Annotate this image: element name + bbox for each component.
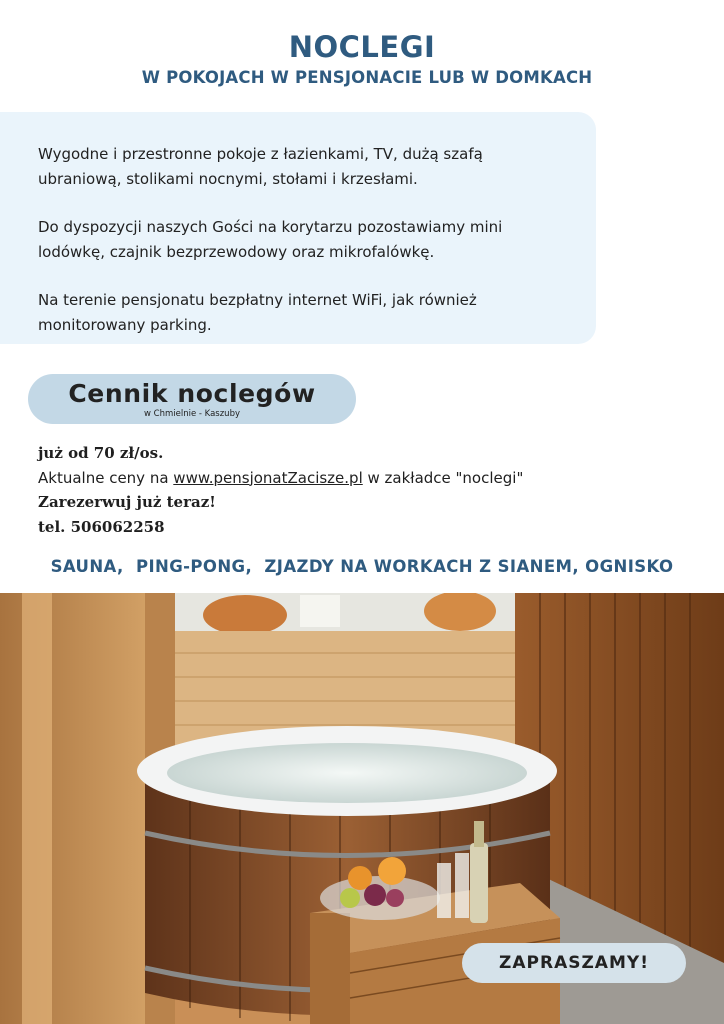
website-link[interactable]: www.pensjonatZacisze.pl (173, 468, 363, 487)
current-prices-suffix: w zakładce "noclegi" (362, 468, 524, 487)
invite-badge: ZAPRASZAMY! (462, 943, 686, 983)
price-from: już od 70 zł/os. (38, 444, 164, 462)
pricing-details (38, 441, 523, 539)
page-subtitle: W POKOJACH W PENSJONACIE LUB W DOMKACH (141, 68, 593, 87)
page-title: NOCLEGI (288, 30, 436, 64)
phone-number: tel. 506062258 (38, 517, 165, 536)
info-paragraph-kitchen: Do dyspozycji naszych Gości na korytarzu pozostawiamy mini lodówkę, czajnik bezprzewodowy oraz mikrofalówkę. (38, 218, 503, 261)
pricing-badge (28, 374, 356, 424)
reserve-text: Zarezerwuj już teraz! (38, 493, 216, 511)
info-paragraph-wifi: Na terenie pensjonatu bezpłatny internet WiFi, jak również monitorowany parking. (38, 291, 477, 334)
pricing-title: Cennik noclegów (68, 379, 316, 408)
info-paragraph-rooms: Wygodne i przestronne pokoje z łazienkami, TV, dużą szafą ubraniową, stolikami nocnymi, stołami i krzesłami. (38, 145, 483, 188)
activities-line: SAUNA, PING-PONG, ZJAZDY NA WORKACH Z SIANEM, OGNISKO (50, 557, 674, 576)
pricing-location: w Chmielnie - Kaszuby (144, 409, 240, 419)
info-box (0, 112, 596, 344)
current-prices-prefix: Aktualne ceny na (38, 468, 174, 487)
current-prices-line (38, 466, 523, 491)
